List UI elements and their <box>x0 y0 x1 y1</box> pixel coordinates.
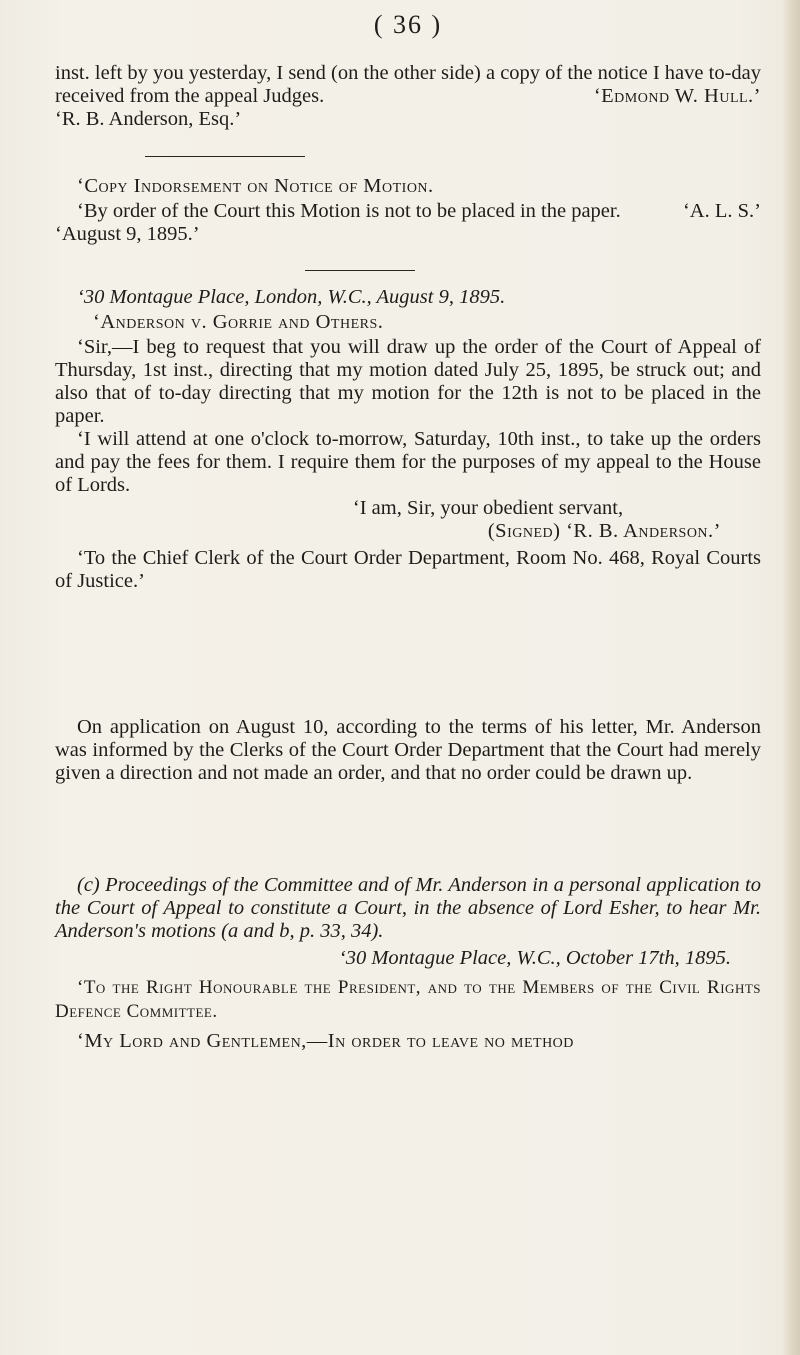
divider-rule <box>145 156 305 157</box>
section-c-heading: (c) Proceedings of the Committee and of Mr. Anderson in a personal application to the Court of Appeal to constitute a Court, in the absence of Lord Esher, to hear Mr. Anderson's motions (a and b, p. 33, 34). <box>55 874 761 942</box>
letter-anderson-case: ‘Anderson v. Gorrie and Others. <box>93 311 384 333</box>
page-number: ( 36 ) <box>373 10 443 39</box>
indorsement-body: ‘By order of the Court this Motion is not to be placed in the paper. <box>77 200 621 222</box>
section-c-dateline: ‘30 Montague Place, W.C., October 17th, 1895. <box>338 947 731 969</box>
indorsement-initials: ‘A. L. S.’ <box>682 200 761 222</box>
letter-anderson-signed: (Signed) ‘R. B. Anderson.’ <box>487 520 721 542</box>
letter-hull-addressee: ‘R. B. Anderson, Esq.’ <box>55 108 242 130</box>
divider-rule-2 <box>305 270 415 271</box>
letter-anderson <box>55 286 761 593</box>
section-c <box>55 874 761 1053</box>
letter-anderson-paragraph-1: ‘Sir,—I beg to request that you will draw up the order of the Court of Appeal of Thursday, 1st inst., directing that my motion dated July 25, 1895, be struck out; and also that of to-day directing that my motion for the 12th is not to be placed in the paper. <box>55 336 761 427</box>
letter-hull <box>55 62 761 131</box>
indorsement-heading: ‘Copy Indorsement on Notice of Motion. <box>77 175 434 197</box>
letter-anderson-closing: ‘I am, Sir, your obedient servant, <box>352 497 624 519</box>
letter-hull-body: inst. left by you yesterday, I send (on the other side) a copy of the notice I have to-day received from the appeal Judges. <box>55 62 761 107</box>
narrative <box>55 716 761 785</box>
letter-anderson-paragraph-2: ‘I will attend at one o'clock to-morrow, Saturday, 10th inst., to take up the orders and pay the fees for them. I require them for the purposes of my appeal to the House of Lords. <box>55 428 761 496</box>
indorsement-date: ‘August 9, 1895.’ <box>55 223 200 245</box>
letter-anderson-dateline: ‘30 Montague Place, London, W.C., August 9, 1895. <box>77 286 506 308</box>
section-c-salutation: ‘My Lord and Gentlemen,—In order to leave no method <box>77 1030 574 1052</box>
indorsement <box>55 175 761 246</box>
narrative-text: On application on August 10, according to the terms of his letter, Mr. Anderson was informed by the Clerks of the Court Order Department that the Court had merely given a direction and not made an order, and that no order could be drawn up. <box>55 716 761 784</box>
section-c-address: ‘To the Right Honourable the President, and to the Members of the Civil Rights Defence Committee. <box>55 977 761 1022</box>
page-edge <box>782 0 800 1355</box>
letter-hull-signature: ‘Edmond W. Hull.’ <box>593 85 761 107</box>
letter-anderson-addressee: ‘To the Chief Clerk of the Court Order Department, Room No. 468, Royal Courts of Justice.’ <box>55 547 761 592</box>
